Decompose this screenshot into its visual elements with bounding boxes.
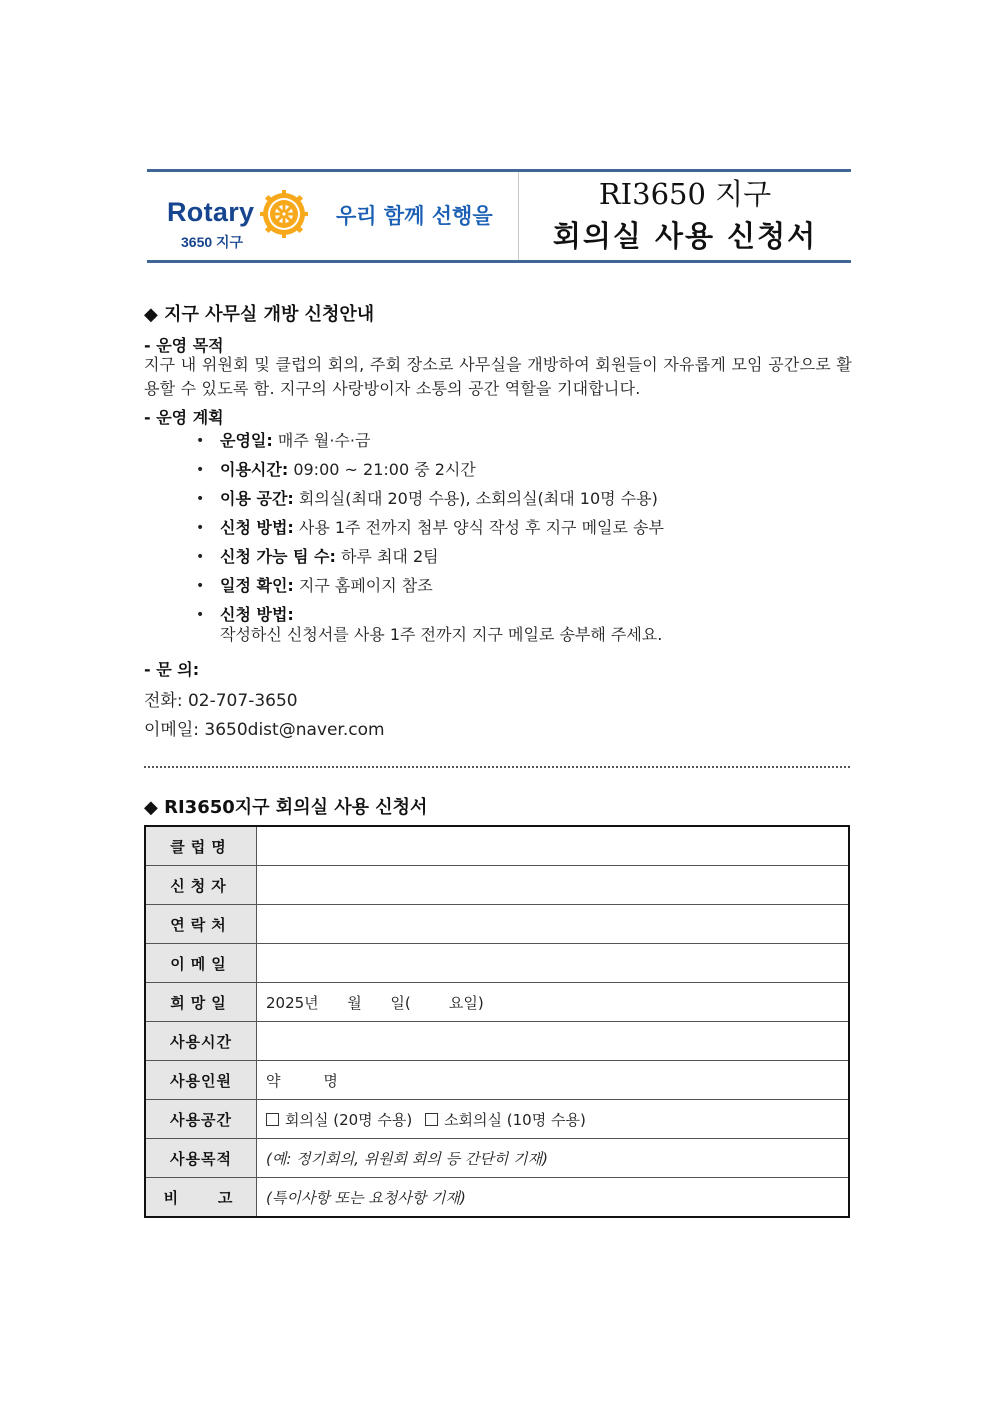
rotary-logo-text: Rotary	[167, 197, 255, 227]
option-meeting-room: 회의실 (20명 수용)	[285, 1110, 413, 1129]
field-email[interactable]	[257, 944, 850, 983]
table-row	[145, 1100, 849, 1139]
item-label: 일정 확인:	[220, 576, 294, 595]
rotary-wheel-icon	[258, 188, 310, 240]
table-row	[145, 866, 849, 905]
table-row	[145, 826, 849, 866]
item-text: 매주 월·수·금	[272, 431, 371, 450]
inquiry-label: - 문 의:	[144, 660, 200, 679]
list-item	[196, 547, 836, 567]
purpose-label: - 운영 목적	[144, 336, 224, 355]
list-item	[196, 576, 836, 596]
plan-list	[196, 431, 836, 654]
document-title-line1: RI3650 지구	[598, 177, 772, 211]
document-header	[147, 169, 851, 263]
logo-area	[147, 172, 519, 260]
item-label: 신청 방법:	[220, 518, 294, 537]
checkbox-meeting-room[interactable]	[266, 1113, 279, 1126]
contact-phone: 전화: 02-707-3650	[144, 691, 298, 711]
item-text: 회의실(최대 20명 수용), 소회의실(최대 10명 수용)	[293, 489, 658, 508]
field-date[interactable]: 2025년 월 일( 요일)	[257, 983, 850, 1022]
field-label-purpose: 사용목적	[145, 1139, 257, 1178]
item-label: 이용 공간:	[220, 489, 294, 508]
district-label: 3650 지구	[181, 234, 244, 250]
item-label: 신청 가능 팀 수:	[220, 547, 336, 566]
field-club[interactable]	[257, 826, 850, 866]
table-row	[145, 905, 849, 944]
document-title-line2: 회의실 사용 신청서	[552, 219, 818, 253]
table-row	[145, 1139, 849, 1178]
item-text: 지구 홈페이지 참조	[293, 576, 433, 595]
form-heading: ◆ RI3650지구 회의실 사용 신청서	[144, 797, 428, 818]
field-label-contact: 연락처	[145, 905, 257, 944]
field-purpose[interactable]: (예: 정기회의, 위원회 회의 등 간단히 기재)	[257, 1139, 850, 1178]
section-divider	[144, 766, 850, 768]
item-label: 운영일:	[220, 431, 273, 450]
contact-email: 이메일: 3650dist@naver.com	[144, 720, 385, 740]
field-label-club: 클럽명	[145, 826, 257, 866]
field-remarks[interactable]: (특이사항 또는 요청사항 기재)	[257, 1178, 850, 1218]
application-form-table	[144, 825, 850, 1218]
list-item	[196, 460, 836, 480]
field-time[interactable]	[257, 1022, 850, 1061]
slogan: 우리 함께 선행을	[336, 204, 493, 228]
field-space	[257, 1100, 850, 1139]
table-row	[145, 1022, 849, 1061]
field-label-date: 희망일	[145, 983, 257, 1022]
field-label-space: 사용공간	[145, 1100, 257, 1139]
table-row	[145, 1061, 849, 1100]
table-row	[145, 983, 849, 1022]
list-item	[196, 489, 836, 509]
option-small-room: 소회의실 (10명 수용)	[444, 1110, 586, 1129]
item-text: 작성하신 신청서를 사용 1주 전까지 지구 메일로 송부해 주세요.	[220, 625, 663, 644]
title-area	[519, 172, 851, 260]
purpose-text: 지구 내 위원회 및 클럽의 회의, 주회 장소로 사무실을 개방하여 회원들이 자유롭게 모임 공간으로 활용할 수 있도록 함. 지구의 사랑방이자 소통의 공간 역할을 기대합니다.	[144, 355, 852, 398]
item-text: 09:00 ~ 21:00 중 2시간	[288, 460, 476, 479]
field-label-applicant: 신청자	[145, 866, 257, 905]
item-text: 사용 1주 전까지 첨부 양식 작성 후 지구 메일로 송부	[293, 518, 664, 537]
table-row	[145, 944, 849, 983]
field-contact[interactable]	[257, 905, 850, 944]
list-item	[196, 431, 836, 451]
list-item	[196, 518, 836, 538]
item-label: 이용시간:	[220, 460, 289, 479]
item-text: 하루 최대 2팀	[335, 547, 439, 566]
field-applicant[interactable]	[257, 866, 850, 905]
checkbox-small-room[interactable]	[425, 1113, 438, 1126]
item-label: 신청 방법:	[220, 605, 294, 624]
list-item	[196, 605, 836, 645]
table-row	[145, 1178, 849, 1218]
field-label-time: 사용시간	[145, 1022, 257, 1061]
guide-heading: ◆ 지구 사무실 개방 신청안내	[144, 304, 375, 325]
field-label-email: 이메일	[145, 944, 257, 983]
plan-label: - 운영 계획	[144, 408, 224, 427]
field-people[interactable]: 약 명	[257, 1061, 850, 1100]
field-label-people: 사용인원	[145, 1061, 257, 1100]
field-label-remarks: 비 고	[145, 1178, 257, 1218]
